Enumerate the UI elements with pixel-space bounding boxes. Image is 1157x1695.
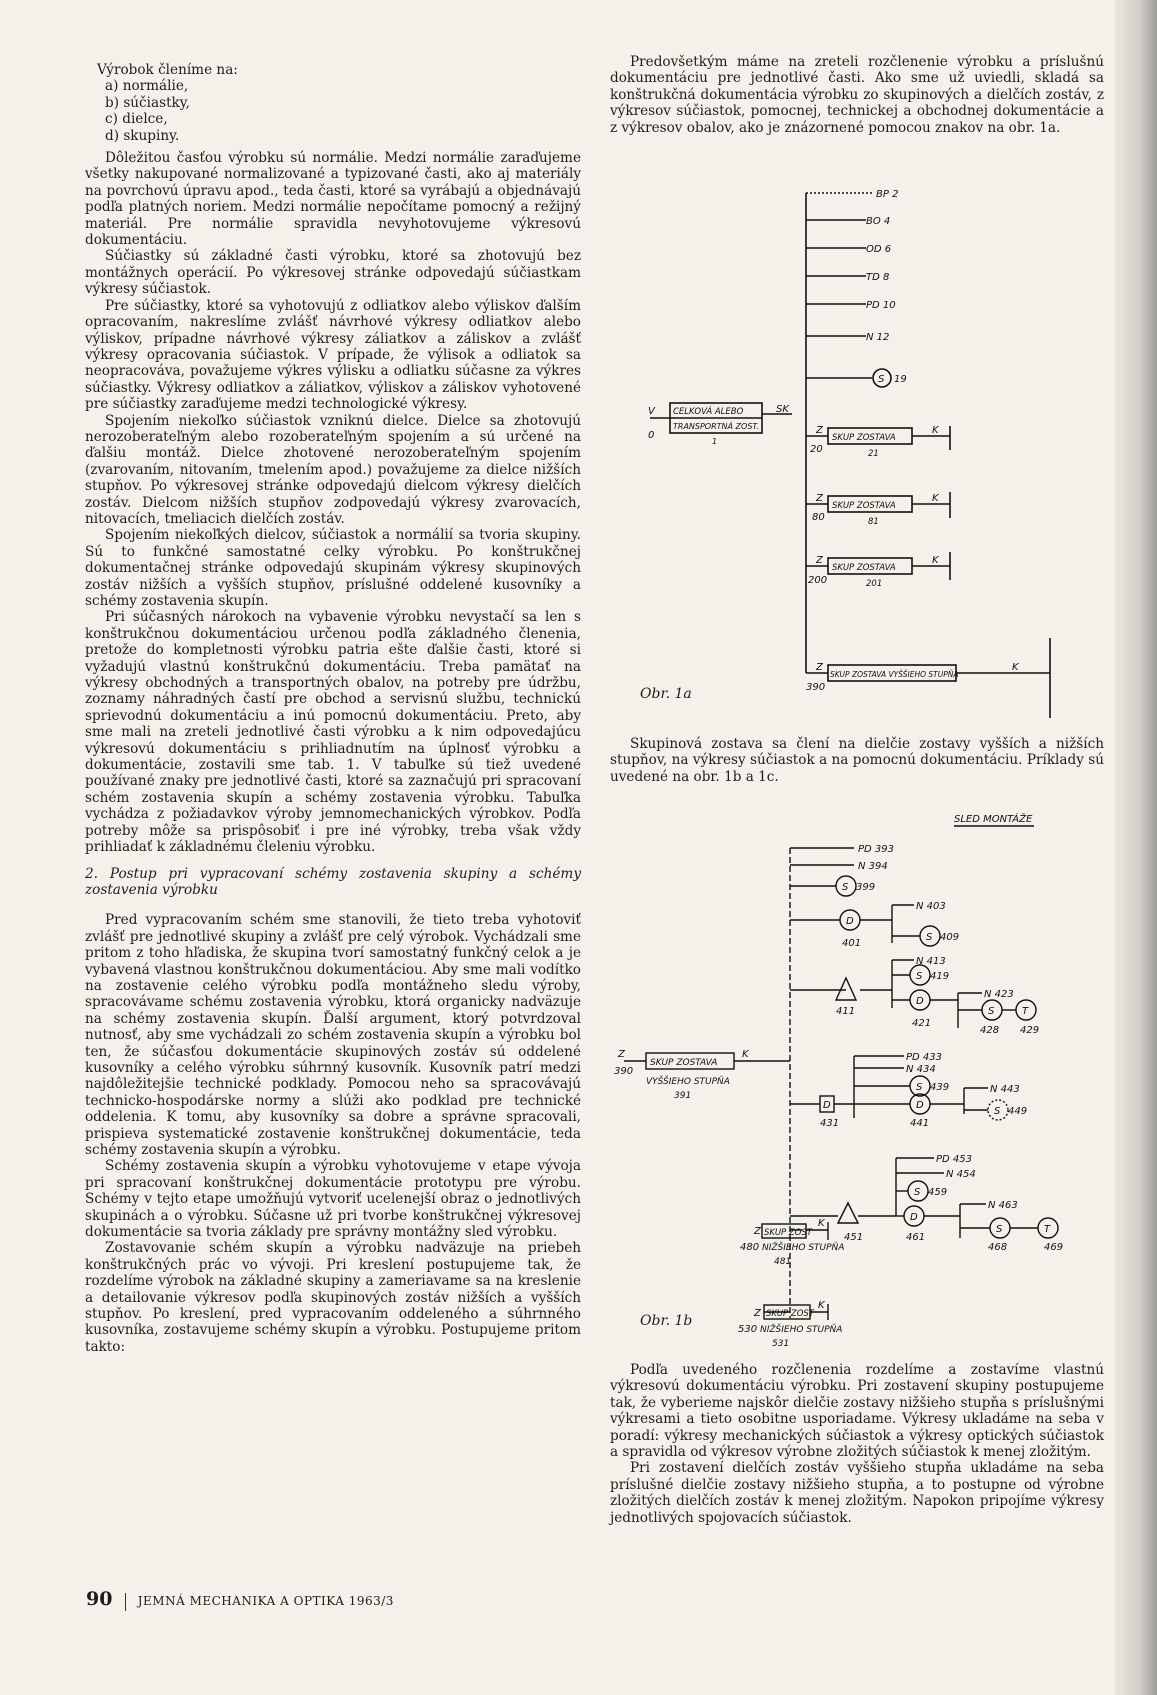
paragraph: Spojením niekoľko súčiastok vzniknú dielce. Dielce sa zhotovujú nerozoberateľným alebo rozoberateľným spojením a sú určené na ďalšiu montáž. Dielce zhotovené nerozoberateľným spojením (zvarovaním, nitovaním, tmelením apod.) považujeme za dielce nižších stupňov. Po výkresovej stránke odpovedajú dielcom výkresy dielčích zostáv. Dielcom nižších stupňov zodpovedajú výkresy zvarovacích, nitovacích, tmeliacich dielčích zostáv. bbox=[85, 412, 581, 527]
node-label: 439 bbox=[930, 1082, 950, 1093]
paragraph: Predovšetkým máme na zreteli rozčlenenie výrobku a príslušnú dokumentáciu pre jednotlivé časti. Ako sme už uviedli, skladá sa konštrukčná dokumentácia výrobku zo skupinových a dielčích zostáv, z výkresov súčiastok, pomocnej, technickej a obchodnej dokumentácie a z výkresov obalov, ako je znázornené pomocou znakov na obr. 1a. bbox=[610, 54, 1104, 136]
group-num: 80 bbox=[812, 512, 825, 523]
group-k: K bbox=[932, 555, 939, 566]
group-box-label: SKUP ZOSTAVA bbox=[832, 433, 896, 443]
group-num: 200 bbox=[808, 575, 828, 586]
group-k: K bbox=[932, 493, 939, 504]
label-td: TD 8 bbox=[866, 272, 890, 283]
main-k: K bbox=[742, 1049, 749, 1060]
node-label: T bbox=[1022, 1006, 1029, 1017]
paragraph: Pri zostavení dielčích zostáv vyššieho stupňa ukladáme na seba príslušné dielčie zostavy nižšieho stupňa, a to postupne od výrobne zložitých dielčích zostáv k menej zložitým. Napokon pripojíme výkresy jednotlivých spojovacích súčiastok. bbox=[610, 1460, 1104, 1526]
label-bo: BO 4 bbox=[866, 216, 891, 227]
label-bp: BP 2 bbox=[876, 189, 899, 200]
node-label: S bbox=[926, 932, 933, 943]
node-label: 449 bbox=[1008, 1106, 1028, 1117]
box-main-line2: TRANSPORTNÁ ZOST. bbox=[673, 422, 759, 431]
node-label: 459 bbox=[928, 1187, 948, 1198]
group-k: K bbox=[932, 425, 939, 436]
node-label: N 454 bbox=[946, 1169, 976, 1180]
node-label: D bbox=[910, 1212, 918, 1223]
lower1-z: Z bbox=[754, 1226, 761, 1237]
figure-1a-caption: Obr. 1a bbox=[640, 686, 692, 702]
node-label: S bbox=[988, 1006, 995, 1017]
node-label: 451 bbox=[844, 1232, 864, 1243]
section-heading: 2. Postup pri vypracovaní schémy zostavenia skupiny a schémy zostavenia výrobku bbox=[85, 865, 581, 898]
node-label: 441 bbox=[910, 1118, 930, 1129]
node-label: 421 bbox=[912, 1018, 932, 1029]
journal-name: JEMNÁ MECHANIKA A OPTIKA 1963/3 bbox=[137, 1594, 394, 1608]
sled-montaze-title: SLED MONTÁŽE bbox=[954, 814, 1033, 825]
right-column-bottom bbox=[610, 1362, 1104, 1526]
lower1-sub: NIŽŠIEHO STUPŇA bbox=[762, 1243, 845, 1253]
main-z: Z bbox=[618, 1049, 625, 1060]
node-label: 409 bbox=[940, 932, 960, 943]
main-box-label: SKUP ZOSTAVA bbox=[650, 1058, 718, 1068]
lower2-box: SKUP ZOST bbox=[766, 1309, 814, 1319]
page-number: 90 bbox=[86, 1588, 113, 1610]
group-box-num: 201 bbox=[866, 579, 883, 589]
node-label: N 443 bbox=[990, 1084, 1020, 1095]
label-od: OD 6 bbox=[866, 244, 892, 255]
list-item: a) normálie, bbox=[105, 78, 189, 95]
list-item: c) dielce, bbox=[105, 111, 168, 128]
main-num: 390 bbox=[614, 1066, 634, 1077]
node-label: 428 bbox=[980, 1025, 1000, 1036]
node-label: D bbox=[846, 916, 854, 927]
figure-1b-diagram bbox=[614, 808, 1114, 1368]
paragraph: Pred vypracovaním schém sme stanovili, že tieto treba vyhotoviť zvlášť pre jednotlivé skupiny a zvlášť pre celý výrobok. Vychádzali sme pritom z toho hľadiska, že skupina tvorí samostatný funkčný celok a je vybavená vlastnou konštrukčnou dokumentáciou. Aby sme mali vodítko na zostavenie celého výrobku podľa montážneho sledu výroby, spracovávame schému zostavenia výrobku, ktorá organicky nadväzuje na schémy zostavenia skupín. Ďalší argument, ktorý potvrdzoval nutnosť, aby sme vychádzali zo schém zostavenia skupín a výrobku bol ten, že súčasťou dokumentácie skupinových zostáv sú oddelené kusovníky a celého výrobku súhrnný kusovník. Kusovník patrí medzi najdôležitejšie technické podklady. Pomocou neho sa spracovávajú technicko-hospodárske normy a slúži ako podklad pre technické oddelenia. K tomu, aby kusovníky sa dobre a správne spracovali, prispieva systematické zostavenie konštrukčnej dokumentácie, teda schémy zostavenia skupín a výrobku. bbox=[85, 912, 581, 1158]
list-item: b) súčiastky, bbox=[105, 94, 190, 111]
node-label: N 394 bbox=[858, 861, 888, 872]
lower1-id: 481 bbox=[774, 1257, 792, 1267]
lower1-k: K bbox=[818, 1218, 825, 1229]
paragraph: Schémy zostavenia skupín a výrobku vyhotovujeme v etape vývoja pri spracovaní konštrukčnej dokumentácie prototypu pre výrobu. Schémy v tejto etape umožňujú vytvoriť ucelenejší obraz o jednotlivých skupinách a o výrobku. Súčasne už pri tvorbe konštrukčnej výkresovej dokumentácie sa tvoria základy pre správny montážny sled výrobku. bbox=[85, 1158, 581, 1241]
group-k: K bbox=[1012, 662, 1019, 673]
paragraph: Pre súčiastky, ktoré sa vyhotovujú z odliatkov alebo výliskov ďalším opracovaním, nakreslíme zvlášť návrhové výkresy odliatkov alebo výliskov, prípadne návrhové výkresy záliatkov a záliskov a zvlášť výkresy opracovania súčiastok. V prípade, že výlisok a odliatok sa neopracováva, považujeme výkres výlisku a odliatku súčasne za výkres súčiastky. Výkresy odliatkov a záliatkov, výliskov a záliskov vyhotovené pre súčiastky zaraďujeme medzi technologické výkresy. bbox=[85, 297, 581, 413]
node-label: N 413 bbox=[916, 956, 946, 967]
label-s-num: 19 bbox=[894, 374, 907, 385]
node-label: 461 bbox=[906, 1232, 926, 1243]
right-column-middle bbox=[610, 736, 1104, 785]
paragraph: Dôležitou časťou výrobku sú normálie. Medzi normálie zaraďujeme všetky nakupované normalizované a typizované časti, ako aj materiály na povrchovú úpravu apod., teda časti, ktoré sa vyrábajú a objednávajú podľa platných noriem. Medzi normálie nepočítame pomocný a režijný materiál. Pre normálie spravidla nevyhotovujeme výkresovú dokumentáciu. bbox=[85, 150, 581, 249]
label-pd: PD 10 bbox=[866, 300, 896, 311]
intro-text: Výrobok členíme na: bbox=[97, 62, 238, 78]
box-main-num: 1 bbox=[712, 437, 718, 446]
group-box-num: 81 bbox=[868, 517, 879, 527]
group-z: Z bbox=[816, 425, 823, 436]
node-label: S bbox=[994, 1106, 1001, 1117]
node-label: D bbox=[916, 996, 924, 1007]
node-label: 429 bbox=[1020, 1025, 1040, 1036]
group-box-num: 21 bbox=[868, 449, 879, 459]
group-num: 390 bbox=[806, 682, 826, 693]
node-label: PD 393 bbox=[858, 844, 894, 855]
group-box-label: SKUP ZOSTAVA bbox=[832, 501, 896, 511]
node-label: 401 bbox=[842, 938, 862, 949]
node-label: 411 bbox=[836, 1006, 856, 1017]
figure-1b bbox=[614, 808, 1114, 1368]
group-z: Z bbox=[816, 555, 823, 566]
node-label: D bbox=[916, 1100, 924, 1111]
label-s: S bbox=[878, 374, 885, 385]
group-z: Z bbox=[816, 493, 823, 504]
node-label: S bbox=[916, 1082, 923, 1093]
lower2-k: K bbox=[818, 1300, 825, 1311]
right-column-top bbox=[610, 54, 1104, 136]
label-v: V bbox=[648, 406, 655, 417]
footer-divider bbox=[125, 1593, 126, 1611]
paragraph: Pri súčasných nárokoch na vybavenie výrobku nevystačí sa len s konštrukčnou dokumentáciou určenou podľa základného členenia, pretože do kompletnosti výrobku patria ešte ďalšie časti, ktoré si vyžadujú vlastnú konštrukčnú dokumentáciu. Treba pamätať na výkresy obchodných a transportných obalov, na potreby pre údržbu, zoznamy náhradných častí pre obchod a servisnú službu, technickú sprievodnú dokumentáciu a inú pomocnú dokumentáciu. Preto, aby sme mali na zreteli jednotlivé časti výrobku a k nim odpovedajúcu výkresovú dokumentáciu s prihliadnutím na úplnosť výrobku a dokumentácie, zostavili sme tab. 1. V tabuľke sú tiež uvedené používané znaky pre jednotlivé časti, ktoré sa zaznačujú pri spracovaní schém zostavenia skupín a schémy zostavenia výrobku. Tabuľka vychádza z požiadavkov výroby jemnomechanických výrobkov. Podľa potreby môže sa prispôsobiť i pre iné výrobky, treba však vždy prihliadať k základnému čleleniu výrobku. bbox=[85, 609, 581, 856]
left-column bbox=[85, 62, 581, 1355]
node-label: S bbox=[996, 1224, 1003, 1235]
node-label: S bbox=[914, 1187, 921, 1198]
node-label: N 423 bbox=[984, 989, 1014, 1000]
lower2-z: Z bbox=[754, 1308, 761, 1319]
node-label: 469 bbox=[1044, 1242, 1064, 1253]
node-label: 399 bbox=[856, 882, 876, 893]
node-label: N 434 bbox=[906, 1064, 936, 1075]
paragraph: Súčiastky sú základné časti výrobku, ktoré sa zhotovujú bez montážnych operácií. Po výkresovej stránke odpovedajú súčiastkam výkresy súčiastok. bbox=[85, 248, 581, 298]
label-n: N 12 bbox=[866, 332, 890, 343]
group-num: 20 bbox=[810, 444, 823, 455]
node-label: D bbox=[823, 1100, 831, 1111]
group-z: Z bbox=[816, 662, 823, 673]
node-label: 431 bbox=[820, 1118, 840, 1129]
label-sk: SK bbox=[776, 404, 789, 415]
box-main-line1: CELKOVÁ ALEBO bbox=[673, 407, 744, 417]
paragraph: Spojením niekoľkých dielcov, súčiastok a normálií sa tvoria skupiny. Sú to funkčné samostatné celky výrobku. Po konštrukčnej dokumentačnej stránke odpovedajú skupinám výkresy skupinových zostáv nižších a vyšších stupňov, príslušné oddelené kusovníky a schémy zostavenia skupín. bbox=[85, 527, 581, 609]
figure-1a-diagram bbox=[640, 188, 1070, 733]
node-label: S bbox=[916, 971, 923, 982]
main-box-sub: VYŠŠIEHO STUPŇA bbox=[646, 1077, 730, 1087]
node-label: PD 453 bbox=[936, 1154, 972, 1165]
classification-list bbox=[85, 78, 581, 144]
group-box-label: SKUP ZOSTAVA VYŠŠIEHO STUPŇA bbox=[830, 670, 959, 679]
list-item: d) skupiny. bbox=[105, 127, 180, 144]
lower1-box: SKUP ZOST bbox=[764, 1228, 812, 1238]
figure-1b-caption: Obr. 1b bbox=[640, 1313, 693, 1329]
page-edge-shadow bbox=[1115, 0, 1157, 1695]
label-v-num: 0 bbox=[648, 430, 655, 441]
paragraph: Zostavovanie schém skupín a výrobku nadväzuje na priebeh konštrukčných prác vo vývoji. Pri kreslení postupujeme tak, že rozdelíme výrobok na základné skupiny a zameriavame sa na kreslenie a detailovanie výkresov podľa skupinových zostáv nižších a vyšších stupňov. Po kreslení, pred vypracovaním oddeleného a súhrnného kusovníka, zostavujeme schémy skupín a výrobku. Postupujeme pritom takto: bbox=[85, 1240, 581, 1355]
lower2-num: 530 bbox=[738, 1324, 758, 1335]
paragraph: Skupinová zostava sa člení na dielčie zostavy vyšších a nižších stupňov, na výkresy súčiastok a na pomocnú dokumentáciu. Príklady sú uvedené na obr. 1b a 1c. bbox=[610, 736, 1104, 785]
node-label: N 463 bbox=[988, 1200, 1018, 1211]
lower2-id: 531 bbox=[772, 1339, 790, 1349]
paragraph: Podľa uvedeného rozčlenenia rozdelíme a zostavíme vlastnú výkresovú dokumentáciu výrobku. Pri zostavení skupiny postupujeme tak, že vyberieme najskôr dielčie zostavy nižšieho stupňa s príslušnými výkresami a tieto osobitne usporiadame. Výkresy ukladáme na seba v poradí: výkresy mechanických súčiastok a výkresy optických súčiastok a spravidla od výkresov výrobne zložitých súčiastok k menej zložitým. bbox=[610, 1362, 1104, 1461]
main-box-id: 391 bbox=[674, 1091, 692, 1101]
node-label: N 403 bbox=[916, 901, 946, 912]
lower1-num: 480 bbox=[740, 1242, 760, 1253]
figure-1a bbox=[640, 188, 1070, 733]
node-label: T bbox=[1044, 1224, 1051, 1235]
node-label: PD 433 bbox=[906, 1052, 942, 1063]
group-box-label: SKUP ZOSTAVA bbox=[832, 563, 896, 573]
node-label: S bbox=[842, 882, 849, 893]
page-footer bbox=[86, 1588, 394, 1611]
node-label: 468 bbox=[988, 1242, 1008, 1253]
node-label: 419 bbox=[930, 971, 950, 982]
lower2-sub: NIŽŠIEHO STUPŇA bbox=[760, 1325, 843, 1335]
